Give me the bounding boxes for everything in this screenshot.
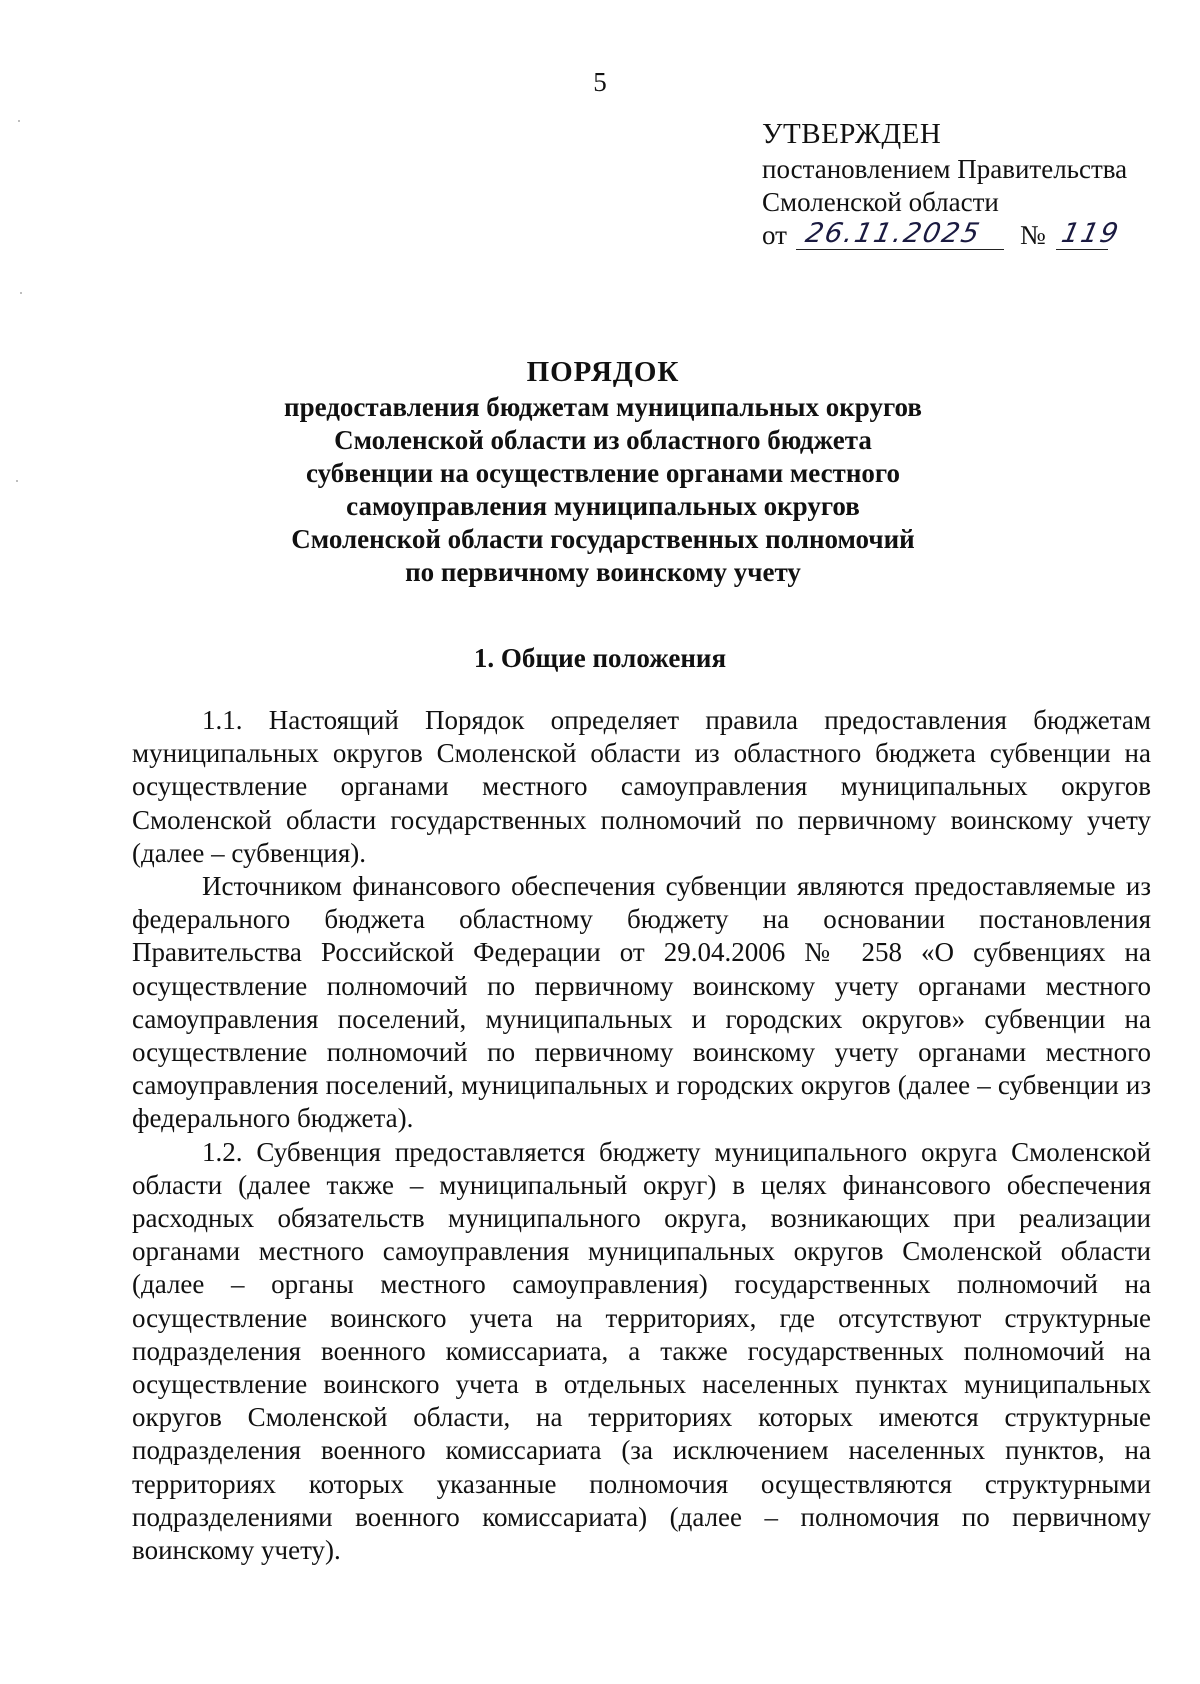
handwritten-date: 26.11.2025 — [802, 218, 984, 249]
document-title-block — [140, 356, 1066, 589]
document-title: ПОРЯДОК — [526, 356, 680, 388]
title-line: предоставления бюджетам муниципальных округов — [284, 392, 922, 422]
title-line: по первичному воинскому учету — [405, 557, 801, 587]
handwritten-number: 119 — [1058, 218, 1123, 249]
scan-artifact — [20, 292, 22, 294]
approval-title: УТВЕРЖДЕН — [762, 118, 942, 150]
paragraph-1-2: 1.2. Субвенция предоставляется бюджету муниципального округа Смоленской области (далее также – муниципальный округ) в целях финансового обеспечения расходных обязательств муниципального округа, возникающих при реализации органами местного самоуправления муниципальных округов Смоленской области (далее – органы местного самоуправления) государственных полномочий на осуществление воинского учета на территориях, где отсутствуют структурные подразделения военного комиссариата, а также государственных полномочий на осуществление воинского учета в отдельных населенных пунктах муниципальных округов Смоленской области, на территориях которых имеются структурные подразделения военного комиссариата (за исключением населенных пунктов, на территориях которых указанные полномочия осуществляются структурными подразделениями военного комиссариата) (далее – полномочия по первичному воинскому учету). — [132, 1136, 1151, 1566]
section-heading: 1. Общие положения — [473, 643, 727, 673]
approval-date-line — [762, 219, 1182, 255]
date-prefix: от — [762, 220, 787, 250]
title-line: субвенции на осуществление органами местного — [306, 458, 900, 488]
approval-line-2: Смоленской области — [762, 187, 999, 217]
approval-stamp — [762, 118, 1182, 255]
section-body — [132, 704, 1151, 1567]
number-sign: № — [1020, 220, 1046, 250]
title-line: Смоленской области государственных полномочий — [291, 524, 915, 554]
scan-artifact — [18, 120, 20, 122]
title-line: самоуправления муниципальных округов — [346, 491, 860, 521]
paragraph-funding-source: Источником финансового обеспечения субвенции являются предоставляемые из федерального бюджета областному бюджету на основании постановления Правительства Российской Федерации от 29.04.2006 № 258 «О субвенциях на осуществление полномочий по первичному воинскому учету органами местного самоуправления поселений, муниципальных и городских округов» субвенции на осуществление полномочий по первичному воинскому учету органами местного самоуправления поселений, муниципальных и городских округов (далее – субвенции из федерального бюджета). — [132, 871, 1151, 1134]
paragraph-1-1: 1.1. Настоящий Порядок определяет правила предоставления бюджетам муниципальных округов Смоленской области из областного бюджета субвенции на осуществление органами местного самоуправления муниципальных округов Смоленской области государственных полномочий по первичному воинскому учету (далее – субвенция). — [132, 705, 1151, 868]
scan-artifact — [16, 480, 18, 482]
page-number: 5 — [593, 67, 607, 97]
approval-line-1: постановлением Правительства — [762, 154, 1128, 184]
title-line: Смоленской области из областного бюджета — [334, 425, 872, 455]
